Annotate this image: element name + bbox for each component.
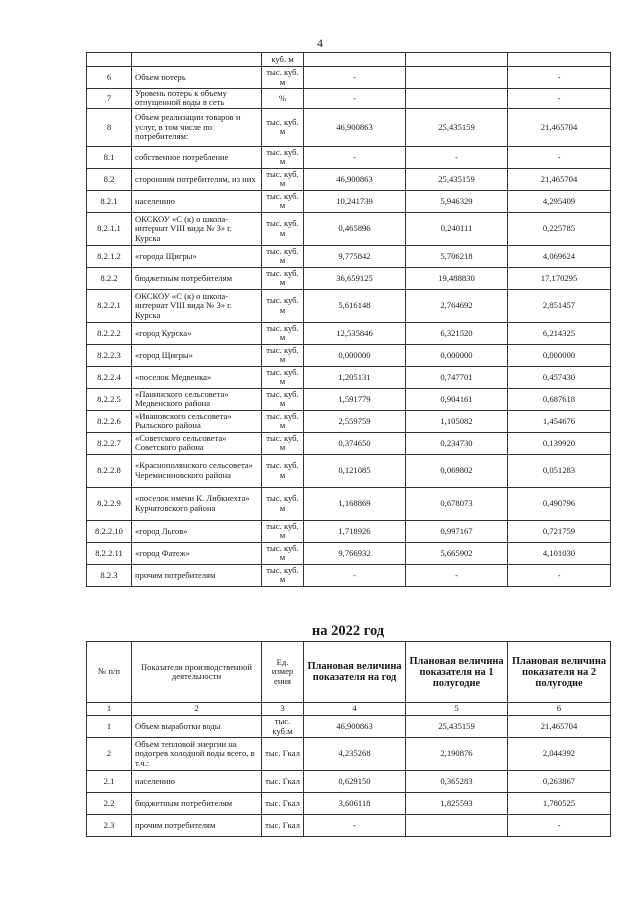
unit-cell: тыс. куб. м — [262, 454, 304, 487]
indicator-name: «Краснополянского сельсовета» Черемисиновского района — [132, 454, 262, 487]
indicator-name: «город Льгов» — [132, 520, 262, 542]
table-row — [87, 454, 611, 487]
value-h2: 1,454676 — [508, 410, 611, 432]
value-h1: 19,488830 — [406, 267, 508, 289]
row-number: 8.2.2.4 — [87, 366, 132, 388]
unit-cell: куб. м — [262, 53, 304, 67]
value-year: 36,659125 — [304, 267, 406, 289]
indicator-name: собственное потребление — [132, 146, 262, 168]
indicator-name: ОКСКОУ «С (к) о школа-интернат VIII вида № 3» г. Курска — [132, 289, 262, 322]
indicator-name: населению — [132, 190, 262, 212]
indicator-name: прочим потребителям — [132, 564, 262, 586]
indicator-name: Объем реализации товаров и услуг, в том числе по потребителям: — [132, 108, 262, 146]
value-h2: 21,465704 — [508, 108, 611, 146]
value-h2: 0,139920 — [508, 432, 611, 454]
unit-cell: тыс. куб. м — [262, 564, 304, 586]
table-row — [87, 388, 611, 410]
value-h1: 0,000000 — [406, 344, 508, 366]
value-h2: - — [508, 89, 611, 109]
header-indicator: Показатели производственной деятельности — [132, 642, 262, 703]
value-h2: 6,214325 — [508, 322, 611, 344]
indicator-name: бюджетным потребителям — [132, 267, 262, 289]
value-year: 3,606118 — [304, 793, 406, 815]
header-number: № п/п — [87, 642, 132, 703]
row-number: 8.2.1.1 — [87, 212, 132, 245]
value-year: 0,465896 — [304, 212, 406, 245]
table-row — [87, 289, 611, 322]
unit-cell: тыс. Гкал — [262, 738, 304, 771]
row-number: 8 — [87, 108, 132, 146]
row-number: 8.2.2.6 — [87, 410, 132, 432]
table-row — [87, 322, 611, 344]
value-h2: - — [508, 564, 611, 586]
unit-cell: тыс. куб. м — [262, 344, 304, 366]
table-row — [87, 815, 611, 837]
row-number: 8.2.2.3 — [87, 344, 132, 366]
value-h1: - — [406, 146, 508, 168]
value-year: 1,718926 — [304, 520, 406, 542]
indicator-name: Объем выработки воды — [132, 716, 262, 738]
value-h1: 0,747701 — [406, 366, 508, 388]
table-row — [87, 738, 611, 771]
value-h2: 0,000000 — [508, 344, 611, 366]
row-number: 8.2.3 — [87, 564, 132, 586]
value-year: 46,900863 — [304, 716, 406, 738]
indicator-name: сторонним потребителям, из них — [132, 168, 262, 190]
value-year: - — [304, 564, 406, 586]
unit-cell: тыс. куб. м — [262, 108, 304, 146]
indicator-name: «города Щигры» — [132, 245, 262, 267]
unit-cell: тыс. куб. м — [262, 366, 304, 388]
value-year: 1,168869 — [304, 487, 406, 520]
unit-cell: тыс. куб. м — [262, 289, 304, 322]
indicator-name: прочим потребителям — [132, 815, 262, 837]
value-h1: 0,365283 — [406, 771, 508, 793]
value-year: 1,205131 — [304, 366, 406, 388]
value-h2: 17,170295 — [508, 267, 611, 289]
table-row — [87, 487, 611, 520]
indicator-name: «Ивановского сельсовета» Рыльского района — [132, 410, 262, 432]
value-h2: 4,101030 — [508, 542, 611, 564]
value-h1: 5,946329 — [406, 190, 508, 212]
unit-cell: тыс. куб. м — [262, 212, 304, 245]
row-number: 8.2.2.2 — [87, 322, 132, 344]
value-year: 0,629150 — [304, 771, 406, 793]
unit-cell: тыс. куб. м — [262, 432, 304, 454]
water-balance-table-continued — [86, 52, 611, 587]
table-row — [87, 366, 611, 388]
row-number: 8.2.2 — [87, 267, 132, 289]
value-h2: 0,225785 — [508, 212, 611, 245]
header-row — [87, 642, 611, 703]
value-h1: 25,435159 — [406, 108, 508, 146]
year-title: на 2022 год — [311, 623, 385, 639]
header-h1-plan: Плановая величина показателя на 1 полугодие — [406, 642, 508, 703]
value-h1: 2,764692 — [406, 289, 508, 322]
indicator-name: «Советского сельсовета» Советского района — [132, 432, 262, 454]
value-year: - — [304, 67, 406, 89]
unit-cell: тыс. куб. м — [262, 67, 304, 89]
value-year: 46,900863 — [304, 168, 406, 190]
value-year: - — [304, 815, 406, 837]
row-number: 8.1 — [87, 146, 132, 168]
value-h2: 2,044392 — [508, 738, 611, 771]
value-h1: 5,706218 — [406, 245, 508, 267]
unit-cell: тыс. куб. м — [262, 267, 304, 289]
value-year: 5,616148 — [304, 289, 406, 322]
value-h1: 25,435159 — [406, 168, 508, 190]
value-h2: 21,465704 — [508, 716, 611, 738]
indicator-name: «поселок Медвенка» — [132, 366, 262, 388]
indicator-name: «Панинского сельсовета» Медвенского района — [132, 388, 262, 410]
row-number: 2.1 — [87, 771, 132, 793]
col-number: 1 — [87, 703, 132, 716]
indicator-name: «город Фатеж» — [132, 542, 262, 564]
col-number: 6 — [508, 703, 611, 716]
table-row — [87, 89, 611, 109]
table-row — [87, 793, 611, 815]
unit-cell: тыс. куб. м — [262, 388, 304, 410]
row-number: 8.2.1.2 — [87, 245, 132, 267]
production-plan-table-2022 — [86, 641, 611, 837]
col-number: 2 — [132, 703, 262, 716]
col-number: 5 — [406, 703, 508, 716]
value-h1: 2,190876 — [406, 738, 508, 771]
indicator-name: Уровень потерь к объему отпущенной воды в сеть — [132, 89, 262, 109]
row-number: 7 — [87, 89, 132, 109]
row-number: 8.2.2.9 — [87, 487, 132, 520]
value-h1: 0,234730 — [406, 432, 508, 454]
value-h2: 4,295409 — [508, 190, 611, 212]
table-row — [87, 410, 611, 432]
value-h1: 1,825593 — [406, 793, 508, 815]
table-row — [87, 564, 611, 586]
value-h1: 0,240111 — [406, 212, 508, 245]
column-number-row — [87, 703, 611, 716]
value-year: 46,900863 — [304, 108, 406, 146]
row-number: 8.2.1 — [87, 190, 132, 212]
indicator-name: «поселок имени К. Либкнехта» Курчатовского района — [132, 487, 262, 520]
unit-cell: тыс. куб. м — [262, 487, 304, 520]
unit-cell: тыс. куб. м — [262, 146, 304, 168]
value-year: 10,241739 — [304, 190, 406, 212]
value-h2: 0,687618 — [508, 388, 611, 410]
unit-cell: % — [262, 89, 304, 109]
value-h2: 2,851457 — [508, 289, 611, 322]
value-year: 0,000000 — [304, 344, 406, 366]
col-number: 3 — [262, 703, 304, 716]
indicator-name: бюджетным потребителям — [132, 793, 262, 815]
page-number: 4 — [317, 36, 323, 50]
value-year: 2,559759 — [304, 410, 406, 432]
unit-cell: тыс. куб. м — [262, 322, 304, 344]
value-h1 — [406, 67, 508, 89]
value-h1: 0,904161 — [406, 388, 508, 410]
row-number: 8.2.2.1 — [87, 289, 132, 322]
table-row — [87, 344, 611, 366]
value-h1: 0,069802 — [406, 454, 508, 487]
table-row — [87, 542, 611, 564]
value-year: 0,374650 — [304, 432, 406, 454]
table-row — [87, 168, 611, 190]
table-row — [87, 432, 611, 454]
unit-cell: тыс. Гкал — [262, 793, 304, 815]
value-h2: 0,490796 — [508, 487, 611, 520]
table-row — [87, 520, 611, 542]
value-h2: - — [508, 67, 611, 89]
value-h2: 1,780525 — [508, 793, 611, 815]
row-number: 2.2 — [87, 793, 132, 815]
value-year: 1,591779 — [304, 388, 406, 410]
table-row — [87, 267, 611, 289]
header-unit: Ед. измер ения — [262, 642, 304, 703]
value-h2: 0,051283 — [508, 454, 611, 487]
unit-cell: тыс. куб. м — [262, 168, 304, 190]
indicator-name: ОКСКОУ «С (к) о школа-интернат VIII вида № 3» г. Курска — [132, 212, 262, 245]
unit-cell: тыс. куб. м — [262, 520, 304, 542]
row-number: 1 — [87, 716, 132, 738]
table-row — [87, 716, 611, 738]
value-h1: 6,321520 — [406, 322, 508, 344]
header-year-plan: Плановая величина показателя на год — [304, 642, 406, 703]
row-number: 8.2.2.5 — [87, 388, 132, 410]
table-row — [87, 108, 611, 146]
value-h1: 1,105082 — [406, 410, 508, 432]
unit-cell: тыс. куб. м — [262, 245, 304, 267]
value-h1 — [406, 815, 508, 837]
row-number: 2.3 — [87, 815, 132, 837]
table-row — [87, 190, 611, 212]
table-row — [87, 771, 611, 793]
value-year: 9,766932 — [304, 542, 406, 564]
unit-cell: тыс. куб. м — [262, 542, 304, 564]
row-number: 8.2.2.10 — [87, 520, 132, 542]
value-year: - — [304, 146, 406, 168]
value-h1: 5,665902 — [406, 542, 508, 564]
value-h1: 0,997167 — [406, 520, 508, 542]
row-number: 8.2.2.11 — [87, 542, 132, 564]
row-number: 8.2 — [87, 168, 132, 190]
table-row — [87, 67, 611, 89]
table-row — [87, 245, 611, 267]
table-row — [87, 146, 611, 168]
indicator-name: «город Курска» — [132, 322, 262, 344]
value-year: 0,121085 — [304, 454, 406, 487]
indicator-name: Объем тепловой энергии на подогрев холодной воды всего, в т.ч.: — [132, 738, 262, 771]
unit-cell: тыс. куб. м — [262, 410, 304, 432]
unit-cell: тыс. Гкал — [262, 815, 304, 837]
value-year: 9,775842 — [304, 245, 406, 267]
col-number: 4 — [304, 703, 406, 716]
row-number: 2 — [87, 738, 132, 771]
value-h2: 4,069624 — [508, 245, 611, 267]
header-h2-plan: Плановая величина показателя на 2 полугодие — [508, 642, 611, 703]
value-year: - — [304, 89, 406, 109]
table-row — [87, 53, 611, 67]
unit-cell: тыс. куб.м — [262, 716, 304, 738]
value-h1: 0,678073 — [406, 487, 508, 520]
table-row — [87, 212, 611, 245]
value-h2: 0,263867 — [508, 771, 611, 793]
unit-cell: тыс. Гкал — [262, 771, 304, 793]
indicator-name: населению — [132, 771, 262, 793]
value-h2: - — [508, 146, 611, 168]
row-number: 8.2.2.7 — [87, 432, 132, 454]
value-h1: 25,435159 — [406, 716, 508, 738]
value-year: 4,235268 — [304, 738, 406, 771]
unit-cell: тыс. куб. м — [262, 190, 304, 212]
value-year: 12,535846 — [304, 322, 406, 344]
row-number: 6 — [87, 67, 132, 89]
row-number: 8.2.2.8 — [87, 454, 132, 487]
value-h2: 21,465704 — [508, 168, 611, 190]
value-h2: 0,457430 — [508, 366, 611, 388]
indicator-name: «город Щигры» — [132, 344, 262, 366]
value-h1 — [406, 89, 508, 109]
value-h2: - — [508, 815, 611, 837]
indicator-name: Объем потерь — [132, 67, 262, 89]
value-h2: 0,721759 — [508, 520, 611, 542]
value-h1: - — [406, 564, 508, 586]
